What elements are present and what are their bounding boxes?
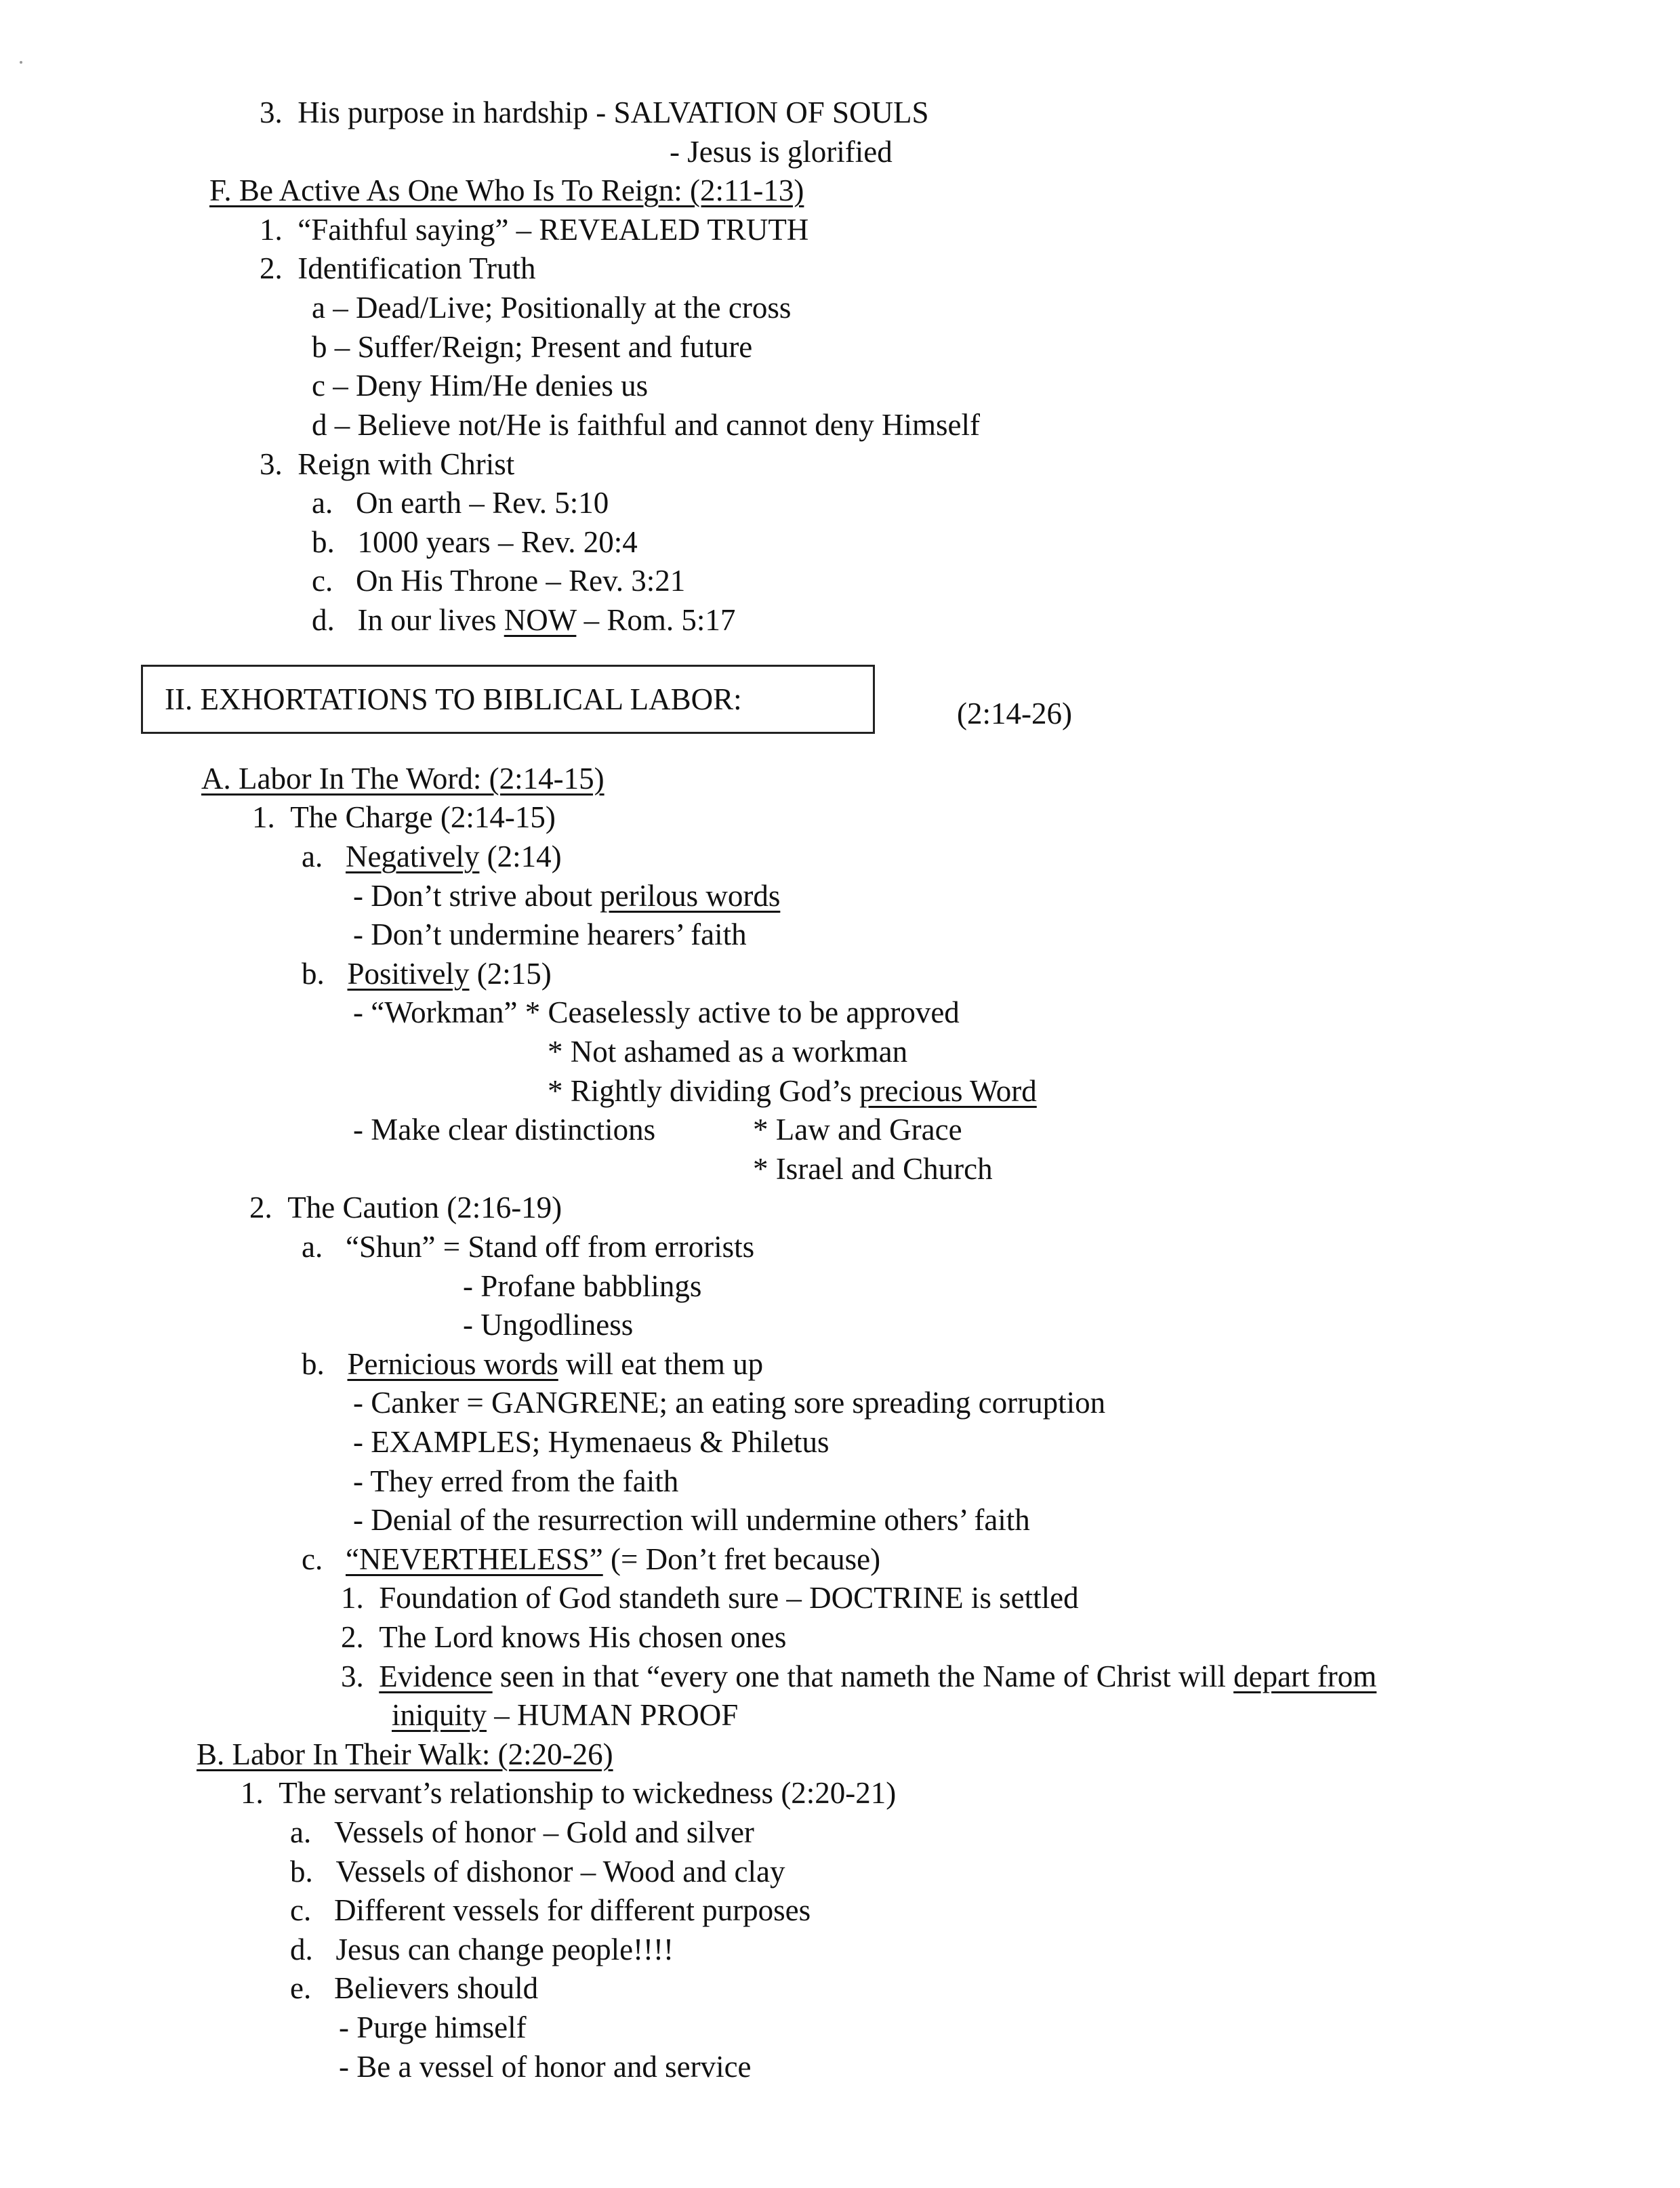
item-text: On earth – Rev. 5:10 [355,486,609,520]
list-item [290,1891,811,1930]
underlined-text: Evidence [379,1659,493,1693]
section-heading-text: A. Labor In The Word: (2:14-15) [201,762,605,796]
item-text: - Don’t undermine hearers’ faith [353,917,747,951]
item-text: - “Workman” * Ceaselessly active to be approved [353,995,960,1029]
item-number: 3. [260,96,283,129]
item-text: Foundation of God standeth sure – DOCTRINE is settled [379,1581,1079,1615]
section-heading [209,171,804,210]
item-number: a. [302,840,323,873]
text-run: (2:15) [469,957,552,991]
item-number: c. [302,1542,323,1576]
list-item [548,1033,907,1071]
item-text: Reign with Christ [298,447,515,481]
list-item [312,562,685,600]
list-item [302,955,552,993]
item-text: * Not ashamed as a workman [548,1035,908,1069]
list-item [302,1345,763,1384]
text-run: seen in that “every one that nameth the Name of Christ will [492,1659,1234,1693]
list-item [353,915,747,954]
list-item [252,798,556,837]
underlined-text: Pernicious words [347,1347,558,1381]
list-item [260,211,808,249]
item-text: The Charge (2:14-15) [290,800,556,834]
list-item [312,289,791,327]
item-text: Jesus can change people!!!! [335,1933,674,1966]
item-text: c – Deny Him/He denies us [312,369,649,402]
list-item [548,1072,1037,1111]
list-item [312,523,638,562]
item-number: 1. [341,1581,364,1615]
item-number: 3. [341,1659,364,1693]
list-item [341,1579,1079,1617]
text-run: * Rightly dividing God’s [548,1074,860,1108]
item-text: - Be a vessel of honor and service [339,2050,752,2084]
underlined-text: Positively [347,957,470,991]
underlined-text: precious Word [859,1074,1037,1108]
list-item [312,367,648,405]
item-number: 1. [252,800,275,834]
item-text: d – Believe not/He is faithful and cannot deny Himself [312,408,981,442]
item-text: * Israel and Church [753,1152,993,1186]
list-item [392,1696,738,1735]
list-item [341,1618,786,1657]
item-number: c. [290,1893,312,1927]
list-item [241,1774,896,1813]
list-item [312,601,735,640]
item-number: b. [290,1855,313,1888]
text-run: In our lives [357,603,504,637]
item-text: The Lord knows His chosen ones [379,1620,787,1654]
item-text: - Ungodliness [463,1308,634,1342]
list-item [260,249,535,288]
section-heading-box [141,665,875,734]
item-number: a. [312,486,333,520]
text-run: – Rom. 5:17 [576,603,736,637]
item-text: Vessels of honor – Gold and silver [333,1815,754,1849]
item-number: 3. [260,447,283,481]
item-text: - They erred from the faith [353,1464,679,1498]
text-run: (= Don’t fret because) [602,1542,881,1576]
list-item [339,2048,752,2086]
list-item [753,1150,993,1189]
item-text: 1000 years – Rev. 20:4 [357,525,638,559]
text-run: - Don’t strive about [353,879,600,913]
text-run: (2:14) [479,840,562,873]
item-text: - Jesus is glorified [670,135,893,169]
section-heading-text: F. Be Active As One Who Is To Reign: (2:11-13) [209,173,804,207]
item-text: Different vessels for different purposes [333,1893,811,1927]
list-item [353,1462,678,1501]
section-heading [197,1735,613,1774]
item-text: On His Throne – Rev. 3:21 [355,564,686,598]
item-number: a. [302,1230,323,1264]
list-item [341,1657,1376,1696]
list-item [353,1111,655,1149]
list-item [339,2008,527,2047]
item-text: - EXAMPLES; Hymenaeus & Philetus [353,1425,829,1459]
underlined-text: depart from [1233,1659,1377,1693]
list-item [302,1540,880,1579]
text-run: – HUMAN PROOF [487,1698,739,1732]
item-text: His purpose in hardship - SALVATION OF SOULS [298,96,929,129]
scan-speck [20,61,22,64]
item-number: b. [302,1347,325,1381]
item-text: - Profane babblings [463,1269,702,1303]
list-item [463,1306,633,1344]
underlined-text: “NEVERTHELESS” [345,1542,603,1576]
item-text: - Purge himself [339,2010,527,2044]
item-text: Vessels of dishonor – Wood and clay [335,1855,785,1888]
list-item [353,1384,1105,1422]
section-heading-title: II. EXHORTATIONS TO BIBLICAL LABOR: [165,682,742,716]
item-number: 2. [249,1191,272,1224]
item-text [358,603,736,637]
section-heading [201,760,605,798]
list-item [260,445,514,484]
item-text: The Caution (2:16-19) [287,1191,562,1224]
list-item [302,1228,754,1266]
list-item [260,94,929,132]
section-heading-reference: (2:14-26) [957,697,1072,730]
item-text: * Law and Grace [753,1113,962,1147]
underlined-text: NOW [504,603,577,637]
list-item [290,1813,754,1852]
list-item [353,1501,1030,1540]
item-number: c. [312,564,333,598]
item-number: e. [290,1971,312,2005]
list-item [312,406,980,445]
item-text: - Make clear distinctions [353,1113,656,1147]
list-item [290,1969,538,2008]
item-number: b. [312,525,335,559]
item-text: Identification Truth [298,251,536,285]
list-item [290,1931,674,1969]
list-item [312,484,609,522]
item-text: “Shun” = Stand off from errorists [345,1230,755,1264]
underlined-text: Negatively [345,840,480,873]
item-number: d. [312,603,335,637]
list-item [353,993,960,1032]
list-item [290,1853,785,1891]
text-run: will eat them up [558,1347,764,1381]
list-item [249,1189,562,1227]
list-item [353,1423,829,1462]
item-text: “Faithful saying” – REVEALED TRUTH [298,213,809,247]
item-number: 2. [341,1620,364,1654]
item-text: The servant’s relationship to wickedness (2:20-21) [279,1776,897,1810]
section-heading-text: B. Labor In Their Walk: (2:20-26) [197,1737,613,1771]
item-text: b – Suffer/Reign; Present and future [312,330,753,364]
list-item [753,1111,962,1149]
item-number: 1. [241,1776,264,1810]
item-number: b. [302,957,325,991]
item-text: - Canker = GANGRENE; an eating sore spreading corruption [353,1386,1106,1420]
underlined-text: perilous words [600,879,781,913]
list-item [302,838,562,876]
list-item [312,328,752,367]
item-number: 2. [260,251,283,285]
underlined-text: iniquity [392,1698,487,1732]
item-text: a – Dead/Live; Positionally at the cross [312,291,792,325]
list-item [463,1267,701,1306]
list-item [670,133,893,171]
list-item [353,877,780,915]
item-number: a. [290,1815,312,1849]
item-number: 1. [260,213,283,247]
item-text: - Denial of the resurrection will undermine others’ faith [353,1503,1030,1537]
item-number: d. [290,1933,313,1966]
item-text: Believers should [333,1971,539,2005]
